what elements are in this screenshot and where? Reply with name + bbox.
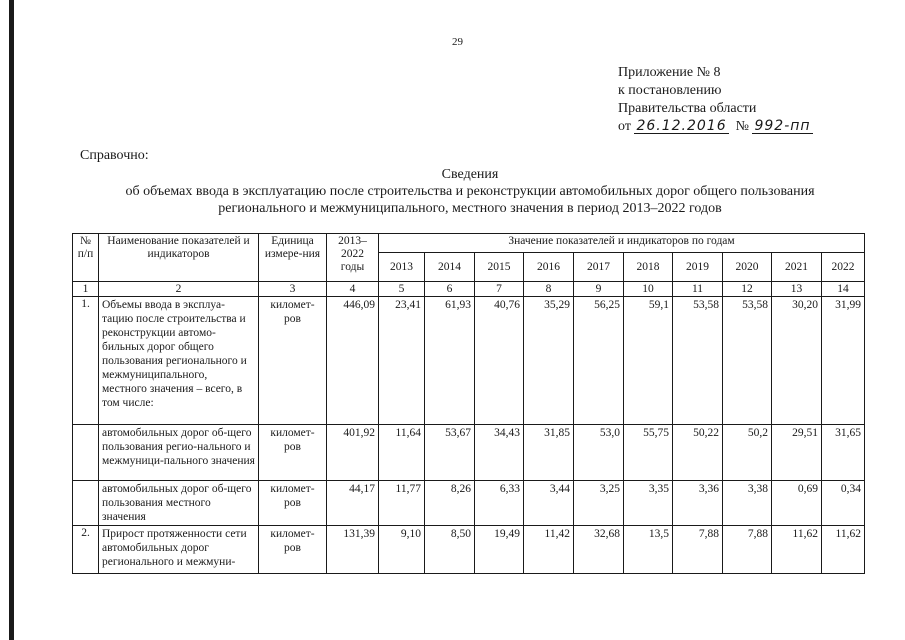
total-value: 401,92 (327, 425, 379, 481)
header-year: 2015 (475, 253, 524, 282)
year-value: 19,49 (475, 526, 524, 574)
year-value: 0,34 (822, 481, 865, 526)
year-value: 3,36 (673, 481, 723, 526)
year-value: 31,65 (822, 425, 865, 481)
column-number: 12 (723, 282, 772, 297)
year-value: 11,62 (772, 526, 822, 574)
year-value: 3,44 (524, 481, 574, 526)
title-line-2: об объемах ввода в эксплуатацию после строительства и реконструкции автомобильных дорог общего пользования (125, 184, 815, 199)
year-value: 11,42 (524, 526, 574, 574)
year-value: 8,50 (425, 526, 475, 574)
year-value: 35,29 (524, 297, 574, 425)
year-value: 30,20 (772, 297, 822, 425)
year-value: 50,2 (723, 425, 772, 481)
table-row (73, 526, 865, 574)
year-value: 31,99 (822, 297, 865, 425)
column-number: 13 (772, 282, 822, 297)
column-number: 7 (475, 282, 524, 297)
column-number: 10 (624, 282, 673, 297)
total-value: 131,39 (327, 526, 379, 574)
unit-cell: километ-ров (259, 526, 327, 574)
column-number: 2 (99, 282, 259, 297)
year-value: 59,1 (624, 297, 673, 425)
year-value: 56,25 (574, 297, 624, 425)
year-value: 32,68 (574, 526, 624, 574)
header-row-1 (73, 234, 865, 253)
year-value: 61,93 (425, 297, 475, 425)
header-total: 2013–2022 годы (327, 234, 379, 282)
year-value: 9,10 (379, 526, 425, 574)
year-value: 8,26 (425, 481, 475, 526)
table-row (73, 297, 865, 425)
year-value: 11,64 (379, 425, 425, 481)
column-number: 1 (73, 282, 99, 297)
column-number: 6 (425, 282, 475, 297)
column-number: 9 (574, 282, 624, 297)
header-year: 2020 (723, 253, 772, 282)
column-number: 14 (822, 282, 865, 297)
row-number: 1. (73, 297, 99, 425)
year-value: 50,22 (673, 425, 723, 481)
table-row (73, 425, 865, 481)
table-row (73, 481, 865, 526)
year-value: 11,62 (822, 526, 865, 574)
title-line-3: регионального и межмуниципального, местного значения в период 2013–2022 годов (218, 201, 722, 216)
year-value: 53,0 (574, 425, 624, 481)
row-number (73, 481, 99, 526)
from-label: от (618, 119, 631, 134)
year-value: 34,43 (475, 425, 524, 481)
year-value: 11,77 (379, 481, 425, 526)
year-value: 0,69 (772, 481, 822, 526)
indicators-table (72, 233, 865, 574)
year-value: 3,25 (574, 481, 624, 526)
unit-cell: километ-ров (259, 481, 327, 526)
year-value: 7,88 (673, 526, 723, 574)
indicator-name: автомобильных дорог об-щего пользования регио-нального и межмуници-пального значения (99, 425, 259, 481)
year-value: 3,35 (624, 481, 673, 526)
unit-cell: километ-ров (259, 425, 327, 481)
row-number: 2. (73, 526, 99, 574)
header-years-group: Значение показателей и индикаторов по годам (379, 234, 865, 253)
header-year: 2013 (379, 253, 425, 282)
column-number: 5 (379, 282, 425, 297)
year-value: 55,75 (624, 425, 673, 481)
scan-left-edge (9, 0, 14, 640)
header-year: 2017 (574, 253, 624, 282)
total-value: 44,17 (327, 481, 379, 526)
number-label: № (735, 119, 749, 134)
indicator-name: Объемы ввода в эксплуа-тацию после строительства и реконструкции автомо-бильных дорог общего пользования регионального и межмуниципального, местного значения – всего, в том числе: (99, 297, 259, 425)
title-line-1: Сведения (441, 167, 499, 182)
header-name: Наименование показателей и индикаторов (99, 234, 259, 282)
column-number: 8 (524, 282, 574, 297)
page-number: 29 (452, 36, 463, 48)
appendix-line-2: к постановлению (618, 83, 722, 98)
year-value: 29,51 (772, 425, 822, 481)
header-year: 2014 (425, 253, 475, 282)
header-no: № п/п (73, 234, 99, 282)
indicator-name: Прирост протяженности сети автомобильных дорог регионального и межмуни- (99, 526, 259, 574)
year-value: 53,58 (673, 297, 723, 425)
scan-edge-mark (10, 600, 13, 612)
year-value: 13,5 (624, 526, 673, 574)
year-value: 23,41 (379, 297, 425, 425)
reference-label: Справочно: (80, 148, 149, 163)
table-body (73, 234, 865, 574)
year-value: 53,67 (425, 425, 475, 481)
header-unit: Единица измере-ния (259, 234, 327, 282)
column-number: 11 (673, 282, 723, 297)
header-year: 2022 (822, 253, 865, 282)
year-value: 31,85 (524, 425, 574, 481)
handwritten-number: 992-пп (754, 118, 811, 134)
row-number (73, 425, 99, 481)
document-title (60, 166, 880, 217)
column-number: 4 (327, 282, 379, 297)
appendix-block (618, 64, 813, 136)
total-value: 446,09 (327, 297, 379, 425)
handwritten-date: 26.12.2016 (636, 118, 727, 134)
year-value: 7,88 (723, 526, 772, 574)
column-number: 3 (259, 282, 327, 297)
year-value: 53,58 (723, 297, 772, 425)
header-year: 2021 (772, 253, 822, 282)
unit-cell: километ-ров (259, 297, 327, 425)
header-year: 2019 (673, 253, 723, 282)
year-value: 6,33 (475, 481, 524, 526)
header-year: 2018 (624, 253, 673, 282)
year-value: 40,76 (475, 297, 524, 425)
appendix-date-line (618, 118, 813, 136)
appendix-line-3: Правительства области (618, 101, 757, 116)
indicator-name: автомобильных дорог об-щего пользования местного значения (99, 481, 259, 526)
column-numbers-row (73, 282, 865, 297)
year-value: 3,38 (723, 481, 772, 526)
header-year: 2016 (524, 253, 574, 282)
appendix-line-1: Приложение № 8 (618, 65, 721, 80)
